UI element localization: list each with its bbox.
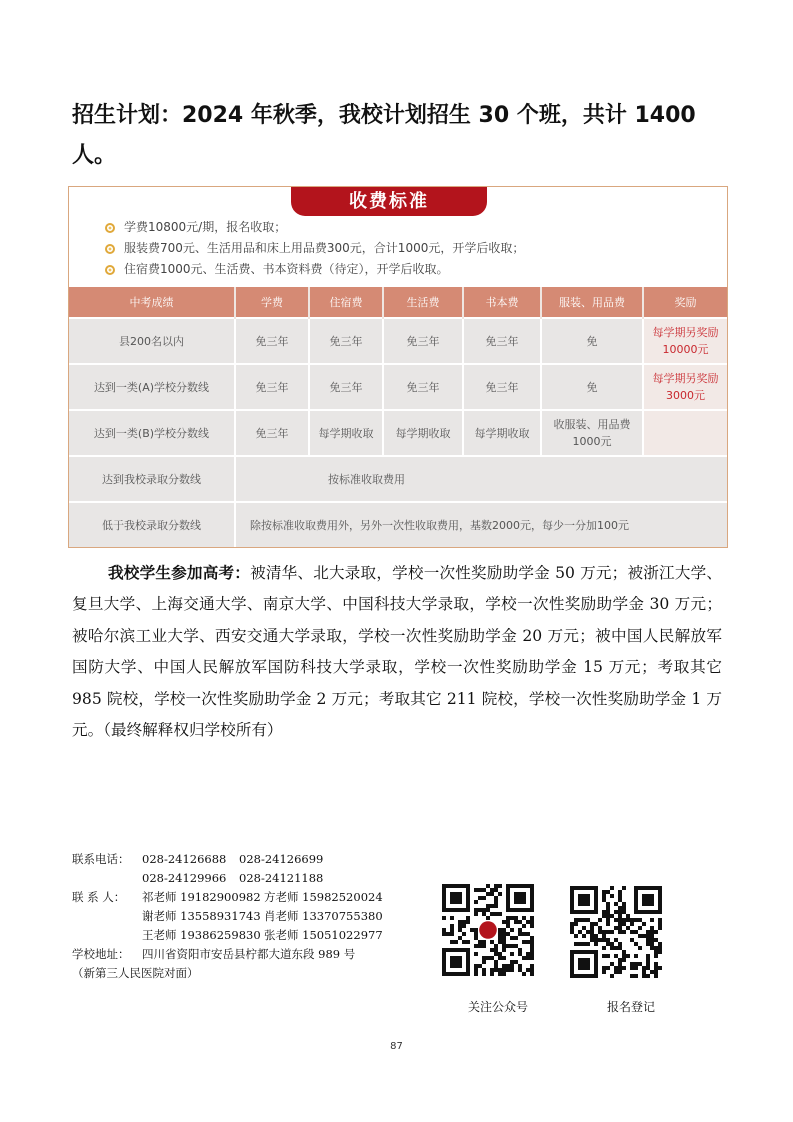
table-row	[69, 502, 727, 547]
living-cell: 免三年	[383, 364, 463, 410]
scholarship-lead: 我校学生参加高考：	[108, 564, 251, 582]
score-cell: 达到我校录取分数线	[69, 456, 235, 502]
contact-person: 谢老师 13558931743	[142, 909, 261, 923]
address-row: 学校地址： 四川省资阳市安岳县柠都大道东段 989 号	[72, 947, 356, 961]
school-address: 四川省资阳市安岳县柠都大道东段 989 号	[142, 947, 356, 961]
qr-caption-follow: 关注公众号	[467, 1000, 528, 1014]
fee-notes	[105, 217, 524, 280]
column-header: 中考成绩	[69, 287, 235, 318]
column-header: 服装、用品费	[541, 287, 643, 318]
fee-title: 收费标准	[291, 187, 487, 216]
column-header: 生活费	[383, 287, 463, 318]
merged-fee-cell: 按标准收取费用	[235, 456, 727, 502]
tuition-cell: 免三年	[235, 364, 309, 410]
person-row	[72, 907, 383, 926]
address-note: （新第三人民医院对面）	[72, 966, 199, 980]
page-number: 87	[390, 1041, 403, 1052]
clothing-cell: 收服装、用品费 1000元	[541, 410, 643, 456]
contact-person: 方老师 15982520024	[264, 890, 383, 904]
phone-number: 028-24129966	[142, 871, 227, 885]
score-cell: 县200名以内	[69, 318, 235, 364]
column-header: 奖励	[643, 287, 727, 318]
column-header: 住宿费	[309, 287, 383, 318]
contact-person: 张老师 15051022977	[264, 928, 383, 942]
contact-person: 王老师 19386259830	[142, 928, 261, 942]
lodging-cell: 免三年	[309, 318, 383, 364]
table-header-row	[69, 287, 727, 318]
score-cell: 达到一类(B)学校分数线	[69, 410, 235, 456]
lodging-cell: 免三年	[309, 364, 383, 410]
living-cell: 每学期收取	[383, 410, 463, 456]
score-cell: 低于我校录取分数线	[69, 502, 235, 547]
fee-note: 学费10800元/期，报名收取；	[105, 217, 524, 238]
books-cell: 免三年	[463, 318, 541, 364]
table-row	[69, 410, 727, 456]
person-row: 联 系 人： 祁老师 19182900982 方老师 15982520024	[72, 888, 383, 907]
column-header: 学费	[235, 287, 309, 318]
table-row	[69, 318, 727, 364]
bullet-icon	[105, 265, 115, 275]
table-row	[69, 456, 727, 502]
phone-number: 028-24126699	[239, 852, 324, 866]
scholarship-body: 被清华、北大录取，学校一次性奖励助学金 50 万元；被浙江大学、复旦大学、上海交通大学、南京大学、中国科技大学录取，学校一次性奖励助学金 30 万元；被哈尔滨工业大学、西安交通大学录取，学校一次性奖励助学金 20 万元；被中国人民解放军国防大学、中国人民解放军国防科技大学录取，学校一次性奖励助学金 15 万元；考取其它 985 院校，学校一次性奖励助学金 2 万元；考取其它 211 院校，学校一次性奖励助学金 1 万元。（最终解释权归学校所有）	[72, 564, 722, 740]
contact-person: 肖老师 13370755380	[264, 909, 383, 923]
phone-number: 028-24121188	[239, 871, 324, 885]
fee-note: 住宿费1000元、生活费、书本资料费（待定），开学后收取。	[105, 259, 524, 280]
fee-standard-panel	[68, 186, 728, 548]
bullet-icon	[105, 244, 115, 254]
reward-cell	[643, 410, 727, 456]
table-row	[69, 364, 727, 410]
reward-cell: 每学期另奖励 3000元	[643, 364, 727, 410]
living-cell: 免三年	[383, 318, 463, 364]
clothing-cell: 免	[541, 318, 643, 364]
scholarship-paragraph	[72, 558, 722, 746]
phone-number: 028-24126688	[142, 852, 227, 866]
phone-row	[72, 869, 383, 888]
lodging-cell: 每学期收取	[309, 410, 383, 456]
books-cell: 免三年	[463, 364, 541, 410]
phone-row: 联系电话： 028-24126688 028-24126699	[72, 850, 383, 869]
books-cell: 每学期收取	[463, 410, 541, 456]
registration-qr-code[interactable]	[570, 886, 662, 978]
fee-note: 服装费700元、生活用品和床上用品费300元，合计1000元，开学后收取；	[105, 238, 524, 259]
clothing-cell: 免	[541, 364, 643, 410]
reward-cell: 每学期另奖励 10000元	[643, 318, 727, 364]
tuition-cell: 免三年	[235, 318, 309, 364]
bullet-icon	[105, 223, 115, 233]
qr-caption-register: 报名登记	[606, 1000, 655, 1014]
contact-person: 祁老师 19182900982	[142, 890, 261, 904]
tuition-cell: 免三年	[235, 410, 309, 456]
page-heading: 招生计划：2024 年秋季，我校计划招生 30 个班，共计 1400 人。	[72, 103, 696, 168]
score-cell: 达到一类(A)学校分数线	[69, 364, 235, 410]
person-row	[72, 926, 383, 945]
fee-table	[69, 287, 727, 547]
wechat-qr-code[interactable]	[442, 884, 534, 976]
merged-fee-cell: 除按标准收取费用外，另外一次性收取费用，基数2000元，每少一分加100元	[235, 502, 727, 547]
contact-block	[72, 850, 383, 983]
column-header: 书本费	[463, 287, 541, 318]
